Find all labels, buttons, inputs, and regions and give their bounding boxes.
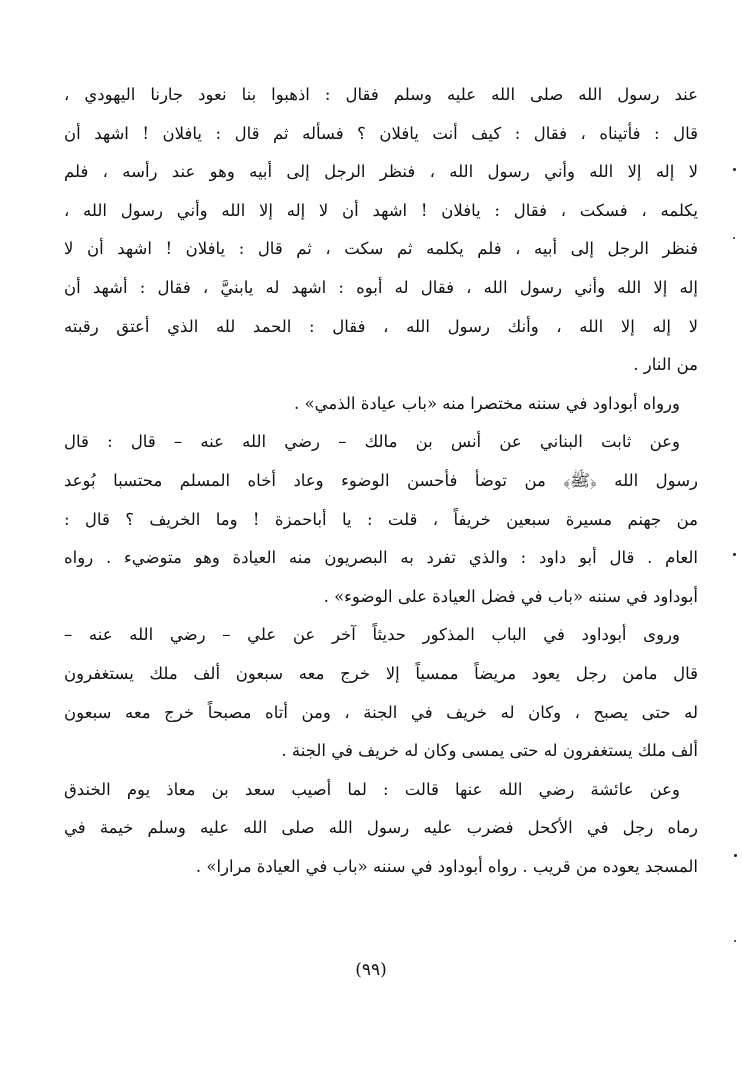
text-line: له حتى يصبح ، وكان له خريف في الجنة ، ومن أتاه مصبحاً خرج معه سبعون (64, 702, 698, 722)
text-line: فنظر الرجل إلى أبيه ، فلم يكلمه ثم سكت ، ثم قال : يافلان ! اشهد أن لا (64, 239, 698, 259)
text-line: عند رسول الله صلى الله عليه وسلم فقال : اذهبوا بنا نعود جارنا اليهودي ، (64, 85, 698, 104)
scan-mark (734, 854, 737, 857)
page-number: (٩٩) (355, 960, 387, 980)
text-line: رماه رجل في الأكحل فضرب عليه رسول الله صلى الله عليه وسلم خيمة في (64, 818, 698, 838)
scan-mark (733, 168, 736, 171)
paragraph (64, 616, 698, 770)
text-line: إله إلا الله وأني رسول الله ، فقال له أبوه : اشهد له يابنيَّ ، فقال : أشهد أن (64, 277, 698, 297)
scan-mark (734, 940, 736, 942)
text-line: من جهنم مسيرة سبعين خريفاً ، قلت : يا أباحمزة ! وما الخريف ؟ قال : (64, 509, 698, 529)
paragraph (64, 76, 698, 385)
text-line: قال : فأتيناه ، فقال : كيف أنت يافلان ؟ فسأله ثم قال : يافلان ! اشهد أن (64, 123, 698, 143)
text-line: قال مامن رجل يعود مريضاً ممسياً إلا خرج معه سبعون ألف ملك يستغفرون (64, 663, 698, 683)
text-line: ورواه أبوداود في سننه مختصرا منه «باب عيادة الذمي» . (294, 393, 680, 413)
text-line: وروى أبوداود في الباب المذكور حديثاً آخر عن علي – رضي الله عنه – (64, 625, 680, 645)
text-line: المسجد يعوده من قريب . رواه أبوداود في سننه «باب في العيادة مرارا» . (195, 856, 698, 876)
text-line: وعن عائشة رضي الله عنها قالت : لما أصيب سعد بن معاذ يوم الخندق (64, 779, 680, 799)
scan-mark (733, 237, 735, 239)
text-line: العام . قال أبو داود : والذي تفرد به البصريون منه العيادة وهو متوضيء . رواه (64, 548, 698, 568)
scan-mark (733, 553, 736, 556)
text-line: أبوداود في سننه «باب في فضل العيادة على الوضوء» . (323, 586, 698, 606)
paragraph (64, 771, 698, 887)
text-line: يكلمه ، فسكت ، فقال : يافلان ! اشهد أن لا إله إلا الله وأني رسول الله ، (64, 200, 698, 220)
text-line: وعن ثابت البناني عن أنس بن مالك – رضي الله عنه – قال : قال (64, 432, 680, 452)
text-line: رسول الله ﴿ﷺ﴾ من توضأ فأحسن الوضوء وعاد أخاه المسلم محتسبا بُوعد (64, 470, 698, 490)
text-line: ألف ملك يستغفرون له حتى يمسى وكان له خريف في الجنة . (281, 741, 698, 761)
text-line: لا إله إلا الله وأني رسول الله ، فنظر الرجل إلى أبيه وهو عند رأسه ، فلم (64, 162, 698, 182)
paragraph (64, 385, 698, 424)
text-line: لا إله إلا الله ، وأنك رسول الله ، فقال : الحمد لله الذي أعتق رقبته (64, 316, 698, 336)
body-text (64, 76, 698, 886)
paragraph (64, 423, 698, 616)
text-line: من النار . (633, 355, 698, 375)
